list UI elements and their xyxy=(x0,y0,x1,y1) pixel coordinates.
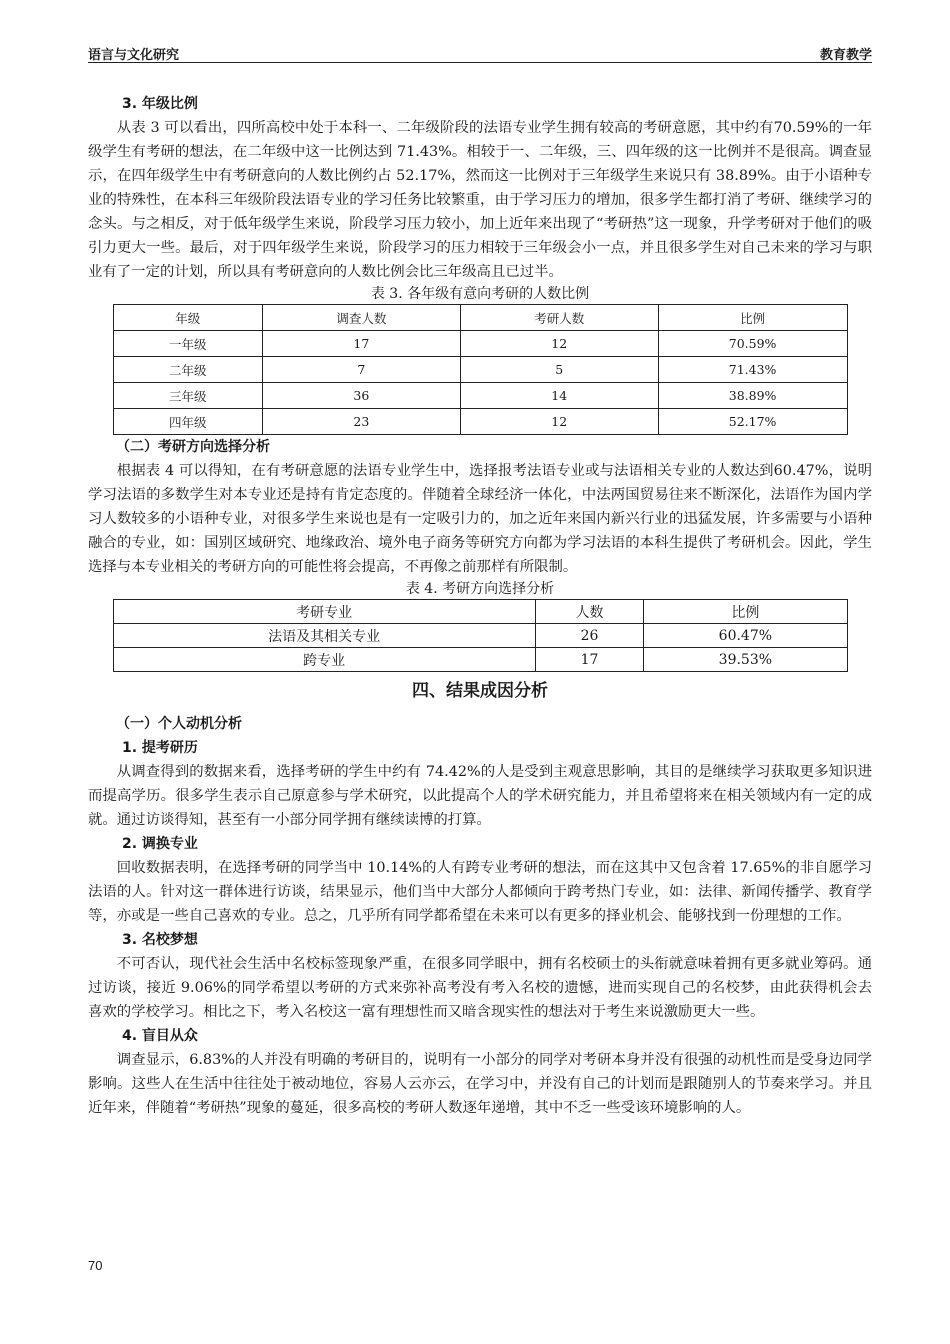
table-cell: 5 xyxy=(460,357,658,383)
table-row xyxy=(113,409,847,435)
journal-name: 语言与文化研究 xyxy=(88,48,180,63)
table-cell: 60.47% xyxy=(644,624,847,648)
table-row xyxy=(113,331,847,357)
table-header-row xyxy=(113,600,847,624)
heading-grade-ratio: 3. 年级比例 xyxy=(122,96,198,112)
table-cell: 38.89% xyxy=(658,383,847,409)
table-cell: 三年级 xyxy=(113,383,262,409)
table-row xyxy=(113,648,847,672)
table-cell: 71.43% xyxy=(658,357,847,383)
table-cell: 7 xyxy=(262,357,460,383)
paragraph-direction-analysis: 根据表 4 可以得知，在有考研意愿的法语专业学生中，选择报考法语专业或与法语相关专业的人数达到60.47%，说明学习法语的多数学生对本专业还是持有肯定态度的。伴随着全球经济一体化，中法两国贸易往来不断深化，法语作为国内学习人数较多的小语种专业，对很多学生来说也是有一定吸引力的，加之近年来国内新兴行业的迅猛发展，许多需要与小语种融合的专业，如：国别区域研究、地缘政治、境外电子商务等研究方向都为学习法语的本科生提供了考研机会。因此，学生选择与本专业相关的考研方向的可能性将会提高，不再像之前那样有所限制。 xyxy=(88,463,872,575)
table-cell: 二年级 xyxy=(113,357,262,383)
running-header xyxy=(88,44,872,63)
table-cell: 26 xyxy=(535,624,643,648)
section-name: 教育教学 xyxy=(819,48,872,63)
table-cell: 法语及其相关专业 xyxy=(113,624,535,648)
heading-conformity: 4. 盲目从众 xyxy=(122,1028,198,1044)
table-cell: 39.53% xyxy=(644,648,847,672)
table-cell: 23 xyxy=(262,409,460,435)
table-cell: 70.59% xyxy=(658,331,847,357)
table3 xyxy=(113,304,848,435)
heading-degree: 1. 提考研历 xyxy=(122,740,198,756)
paragraph-grade-ratio: 从表 3 可以看出，四所高校中处于本科一、二年级阶段的法语专业学生拥有较高的考研意愿，其中约有70.59%的一年级学生有考研的想法，在二年级中这一比例达到 71.43%。相较于一、二年级，三、四年级的这一比例并不是很高。调查显示，在四年级学生中有考研意向的人数比例约占 52.17%，然而这一比例对于三年级学生来说只有 38.89%。由于小语种专业的特殊性，在本科三年级阶段法语专业的学习任务比较繁重，由于学习压力的增加，很多学生都打消了考研、继续学习的念头。与之相反，对于低年级学生来说，阶段学习压力较小，加上近年来出现了“考研热”这一现象，升学考研对于他们的吸引力更大一些。最后，对于四年级学生来说，阶段学习的压力相较于三年级会小一点，并且很多学生对自己未来的学习与职业有了一定的计划，所以具有考研意向的人数比例会比三年级高且已过半。 xyxy=(88,120,872,280)
heading-personal-motivation: （一）个人动机分析 xyxy=(116,716,242,732)
table-row xyxy=(113,383,847,409)
table-cell: 12 xyxy=(460,331,658,357)
page-body xyxy=(88,92,872,1120)
table-cell: 17 xyxy=(262,331,460,357)
paragraph-change-major: 回收数据表明，在选择考研的同学当中 10.14%的人有跨专业考研的想法，而在这其中又包含着 17.65%的非自愿学习法语的人。针对这一群体进行访谈，结果显示，他们当中大部分人都倾向于跨考热门专业，如：法律、新闻传播学、教育学等，亦或是一些自己喜欢的专业。总之，几乎所有同学都希望在未来可以有更多的择业机会、能够找到一份理想的工作。 xyxy=(88,860,872,924)
table-header-cell: 比例 xyxy=(644,600,847,624)
table-cell: 52.17% xyxy=(658,409,847,435)
table-header-cell: 考研人数 xyxy=(460,305,658,331)
table-cell: 四年级 xyxy=(113,409,262,435)
table-header-cell: 考研专业 xyxy=(113,600,535,624)
paragraph-conformity: 调查显示，6.83%的人并没有明确的考研目的，说明有一小部分的同学对考研本身并没有很强的动机性而是受身边同学影响。这些人在生活中往往处于被动地位，容易人云亦云，在学习中，并没有自己的计划而是跟随别人的节奏来学习。并且近年来，伴随着“考研热”现象的蔓延，很多高校的考研人数逐年递增，其中不乏一些受该环境影响的人。 xyxy=(88,1052,872,1116)
heading-change-major: 2. 调换专业 xyxy=(122,836,198,852)
table-row xyxy=(113,624,847,648)
table-cell: 跨专业 xyxy=(113,648,535,672)
table-header-row xyxy=(113,305,847,331)
table-header-cell: 年级 xyxy=(113,305,262,331)
paragraph-prestige: 不可否认，现代社会生活中名校标签现象严重，在很多同学眼中，拥有名校硕士的头衔就意味着拥有更多就业筹码。通过访谈，接近 9.06%的同学希望以考研的方式来弥补高考没有考入名校的遗憾，进而实现自己的名校梦，由此获得机会去喜欢的学校学习。相比之下，考入名校这一富有理想性而又暗含现实性的想法对于考生来说激励更大一些。 xyxy=(88,956,872,1020)
table-row xyxy=(113,357,847,383)
table-cell: 一年级 xyxy=(113,331,262,357)
table-header-cell: 人数 xyxy=(535,600,643,624)
page-number: 70 xyxy=(88,1258,103,1273)
table4-caption: 表 4. 考研方向选择分析 xyxy=(405,581,555,597)
heading-prestige: 3. 名校梦想 xyxy=(122,932,198,948)
table4 xyxy=(113,599,848,672)
table-cell: 12 xyxy=(460,409,658,435)
table-header-cell: 比例 xyxy=(658,305,847,331)
table3-caption: 表 3. 各年级有意向考研的人数比例 xyxy=(370,286,590,302)
table-cell: 17 xyxy=(535,648,643,672)
table-cell: 36 xyxy=(262,383,460,409)
heading-direction-analysis: （二）考研方向选择分析 xyxy=(116,439,270,455)
table-cell: 14 xyxy=(460,383,658,409)
section-title: 四、结果成因分析 xyxy=(412,681,548,701)
paragraph-degree: 从调查得到的数据来看，选择考研的学生中约有 74.42%的人是受到主观意思影响，其目的是继续学习获取更多知识进而提高学历。很多学生表示自己原意参与学术研究，以此提高个人的学术研究能力，并且希望将来在相关领域内有一定的成就。通过访谈得知，甚至有一小部分同学拥有继续读博的打算。 xyxy=(88,764,872,828)
table-header-cell: 调查人数 xyxy=(262,305,460,331)
